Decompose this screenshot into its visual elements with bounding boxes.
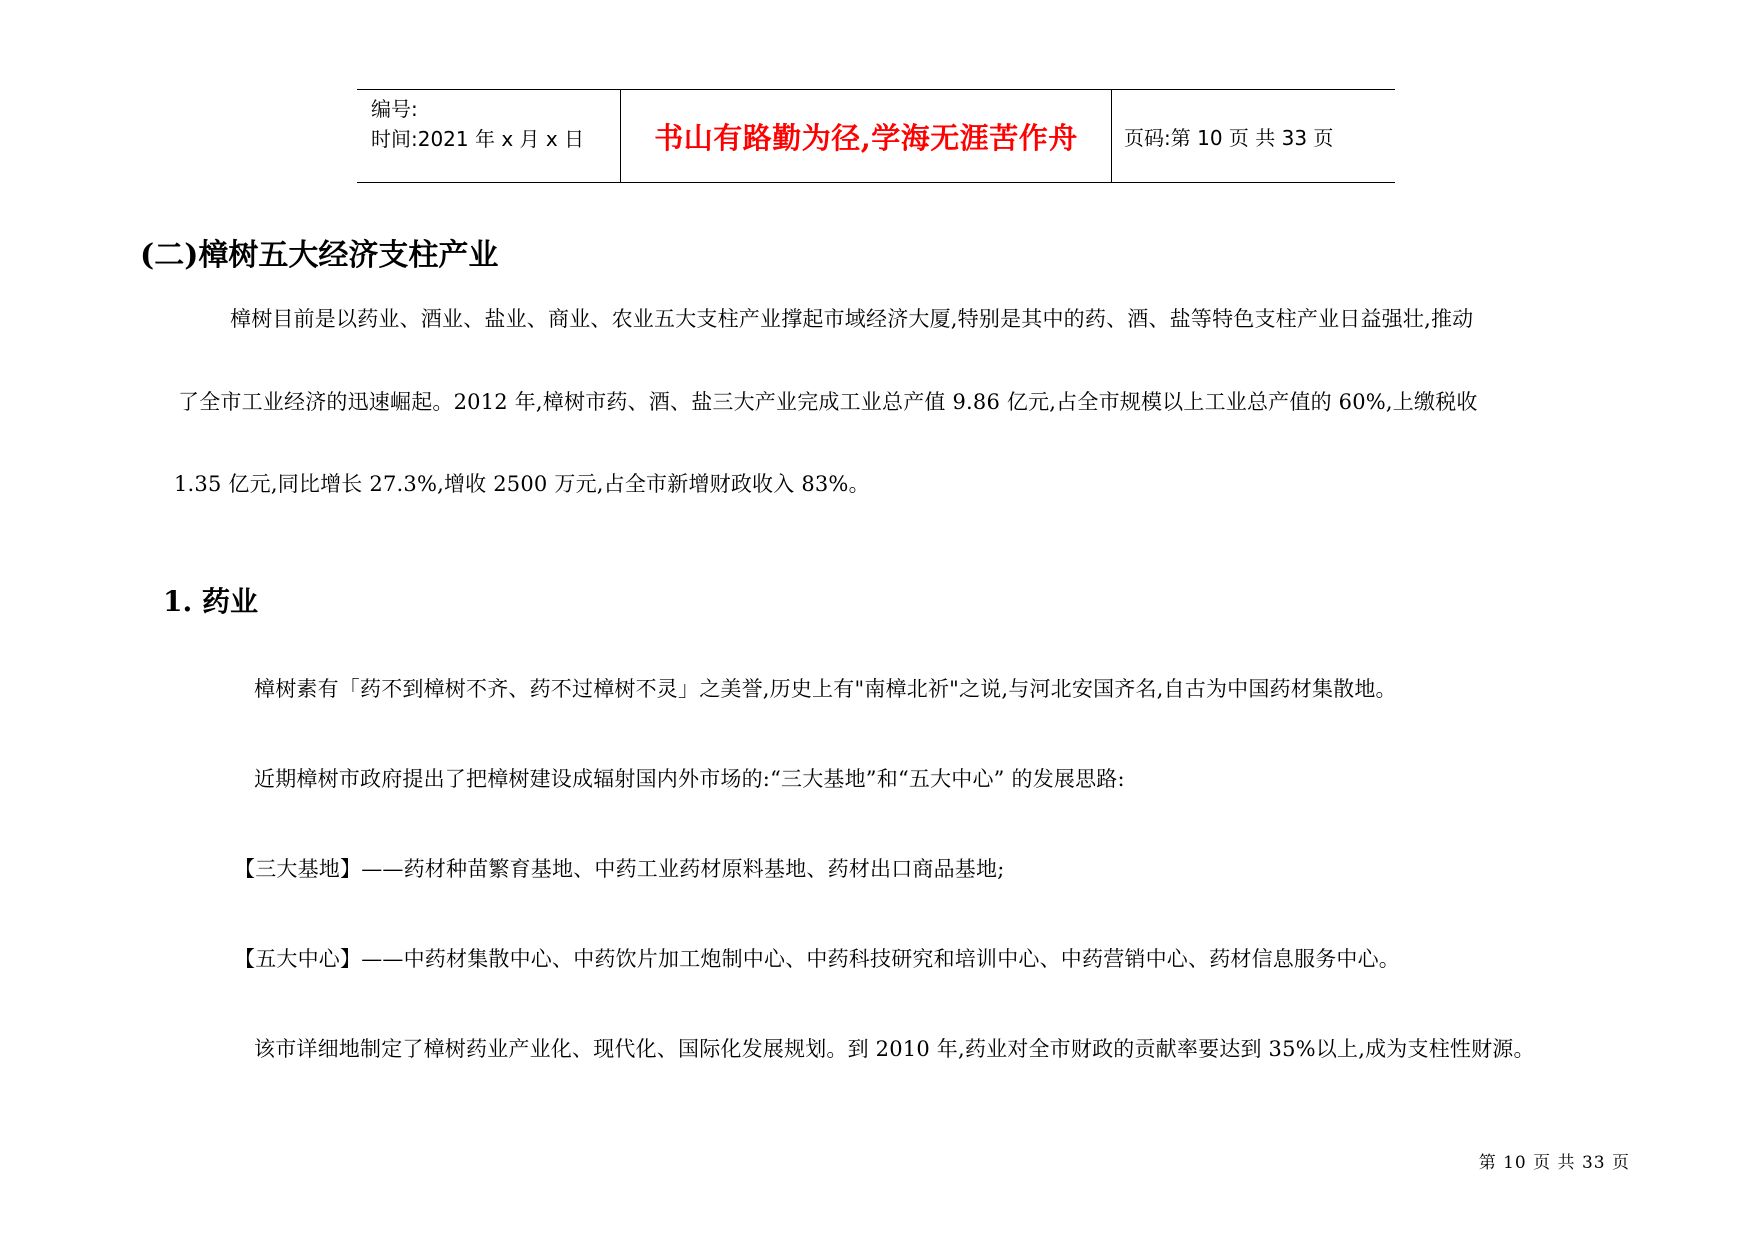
page-footer: 第 10 页 共 33 页 (1478, 1153, 1630, 1173)
section-title: (二)樟树五大经济支柱产业 (140, 238, 499, 273)
paragraph-industry-goal: 该市详细地制定了樟树药业产业化、现代化、国际化发展规划。到 2010 年,药业对全市财政的贡献率要达到 35%以上,成为支柱性财源。 (254, 1037, 1535, 1061)
subsection-title: 1. 药业 (163, 585, 258, 618)
paragraph-development-plan: 近期樟树市政府提出了把樟树建设成辐射国内外市场的:“三大基地”和“五大中心” 的发展思路: (254, 767, 1125, 791)
header-motto: 书山有路勤为径,学海无涯苦作舟 (654, 120, 1078, 155)
intro-line-2: 了全市工业经济的迅速崛起。2012 年,樟树市药、酒、盐三大产业完成工业总产值 9.86 亿元,占全市规模以上工业总产值的 60%,上缴税收 (178, 390, 1478, 414)
header-page-code: 页码:第 10 页 共 33 页 (1124, 125, 1334, 150)
paragraph-three-bases: 【三大基地】——药材种苗繁育基地、中药工业药材原料基地、药材出口商品基地; (234, 857, 1005, 881)
intro-line-1: 樟树目前是以药业、酒业、盐业、商业、农业五大支柱产业撑起市域经济大厦,特别是其中的药、酒、盐等特色支柱产业日益强壮,推动 (230, 307, 1474, 331)
paragraph-reputation: 樟树素有「药不到樟树不齐、药不过樟树不灵」之美誉,历史上有"南樟北祈"之说,与河北安国齐名,自古为中国药材集散地。 (254, 677, 1397, 701)
header-meta-cell (357, 90, 621, 182)
paragraph-five-centers: 【五大中心】——中药材集散中心、中药饮片加工炮制中心、中药科技研究和培训中心、中药营销中心、药材信息服务中心。 (234, 947, 1400, 971)
header-page-cell (1112, 90, 1395, 182)
document-date-label: 时间:2021 年 x 月 x 日 (371, 127, 585, 151)
intro-line-3: 1.35 亿元,同比增长 27.3%,增收 2500 万元,占全市新增财政收入 83%。 (174, 472, 870, 496)
document-header (357, 89, 1395, 183)
header-motto-cell (621, 90, 1112, 182)
document-number-label: 编号: (371, 97, 418, 121)
